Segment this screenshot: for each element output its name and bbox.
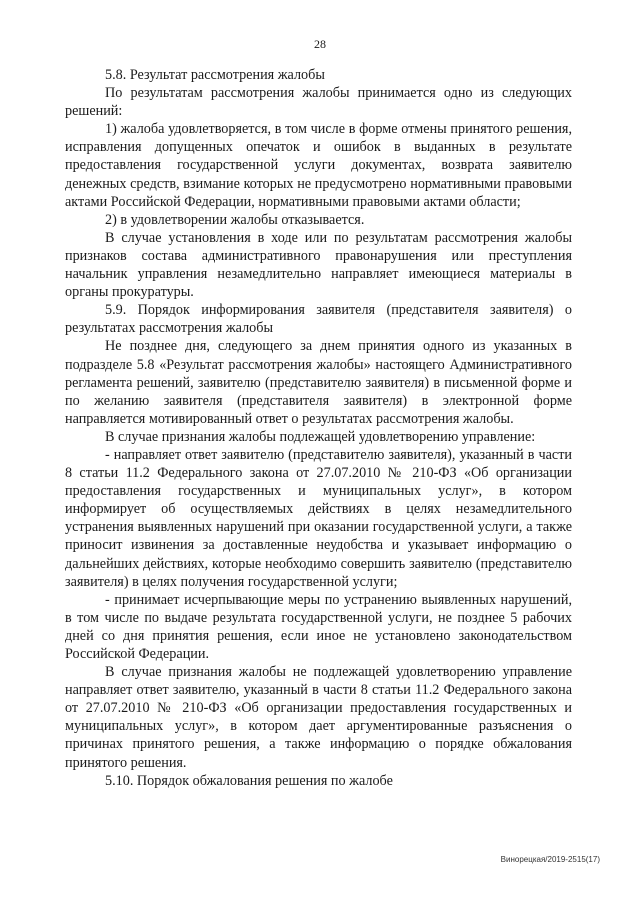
paragraph: В случае признания жалобы не подлежащей удовлетворению управление направляет ответ заявителю, указанный в части 8 статьи 11.2 Федерального закона от 27.07.2010 № 210-ФЗ «Об организации предоставления государственных и муниципальных услуг», в котором дает аргументированные разъяснения о причинах принятого решения, а также информацию о порядке обжалования принятого решения.	[65, 664, 572, 771]
document-code-footer: Винорецкая/2019-2515(17)	[500, 855, 600, 864]
section-heading-5-9: 5.9. Порядок информирования заявителя (представителя заявителя) о результатах рассмотрения жалобы	[65, 302, 572, 337]
section-heading-5-10: 5.10. Порядок обжалования решения по жалобе	[105, 772, 393, 789]
list-item: 1) жалоба удовлетворяется, в том числе в форме отмены принятого решения, исправления допущенных опечаток и ошибок в выданных в результате предоставления государственной услуги документах, возврата заявителю денежных средств, взимание которых не предусмотрено нормативными правовыми актами Российской Федерации, нормативными правовыми актами области;	[65, 121, 572, 210]
list-item: - принимает исчерпывающие меры по устранению выявленных нарушений, в том числе по выдаче результата государственной услуги, не позднее 5 рабочих дней со дня принятия решения, если иное не установлено законодательством Российской Федерации.	[65, 591, 572, 662]
paragraph: По результатам рассмотрения жалобы принимается одно из следующих решений:	[65, 85, 572, 120]
paragraph: В случае признания жалобы подлежащей удовлетворению управление:	[105, 428, 536, 445]
list-item: 2) в удовлетворении жалобы отказывается.	[105, 211, 365, 228]
document-body	[65, 66, 572, 790]
paragraph: Не позднее дня, следующего за днем принятия одного из указанных в подразделе 5.8 «Результат рассмотрения жалобы» настоящего Административного регламента решений, заявителю (представителю заявителя) в письменной форме и по желанию заявителя (представителя заявителя) в электронной форме направляется мотивированный ответ о результатах рассмотрения жалобы.	[65, 338, 572, 427]
section-heading-5-8: 5.8. Результат рассмотрения жалобы	[105, 67, 325, 83]
list-item: - направляет ответ заявителю (представителю заявителя), указанный в части 8 статьи 11.2 Федерального закона от 27.07.2010 № 210-ФЗ «Об организации предоставления государственных и муниципальных услуг», в котором информирует об осуществляемых действиях в целях незамедлительного устранения выявленных нарушений при оказании государственной услуги, а также приносит извинения за доставленные неудобства и указывает информацию о дальнейших действиях, которые необходимо совершить заявителю (представителю заявителя) в целях получения государственной услуги;	[65, 446, 572, 590]
page-number: 28	[314, 37, 326, 51]
paragraph: В случае установления в ходе или по результатам рассмотрения жалобы признаков состава административного правонарушения или преступления начальник управления незамедлительно направляет имеющиеся материалы в органы прокуратуры.	[65, 229, 572, 301]
